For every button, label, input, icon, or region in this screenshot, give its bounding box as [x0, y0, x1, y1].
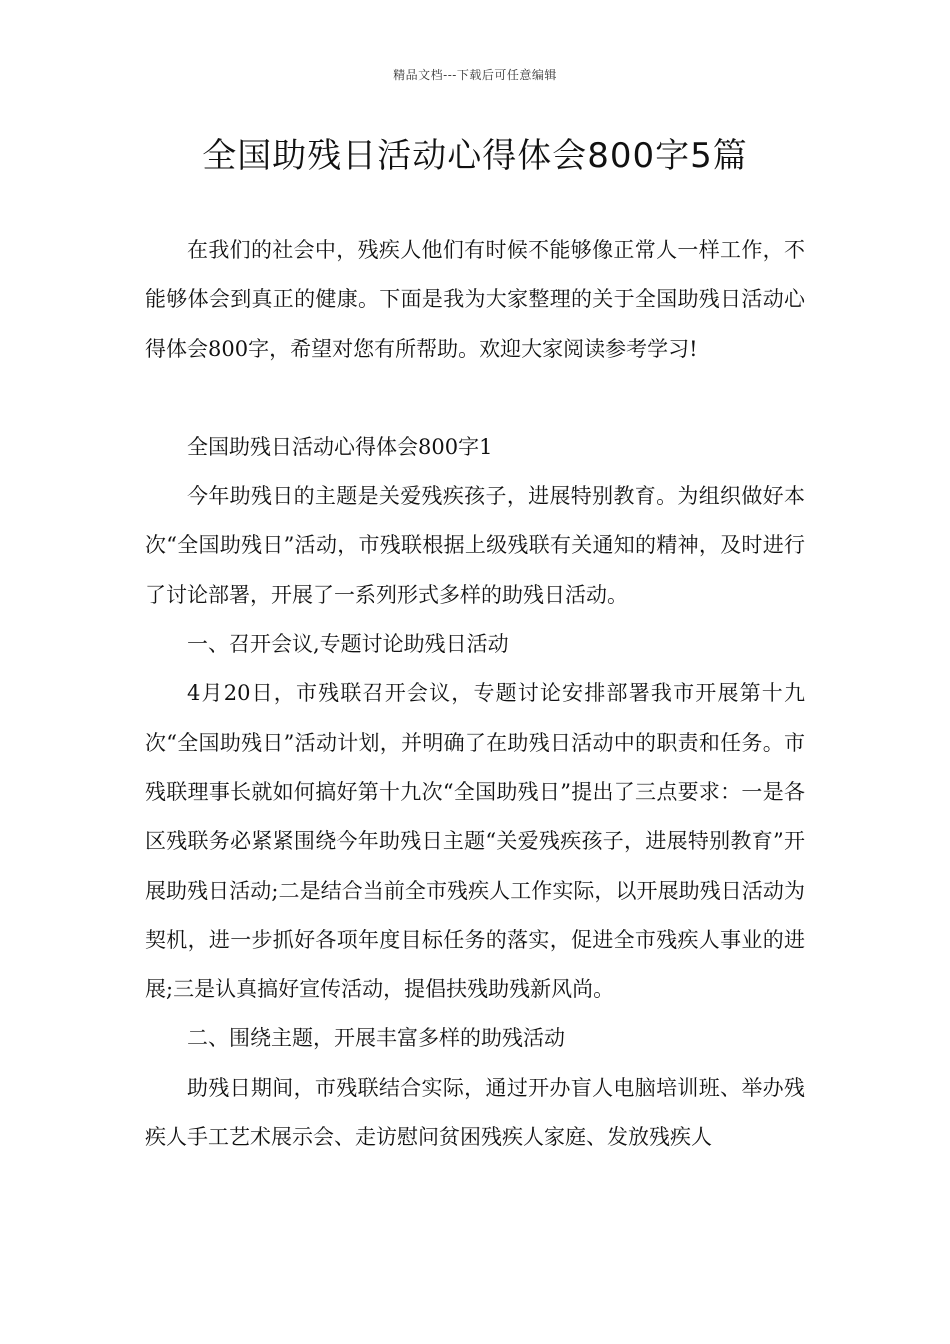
intro-paragraph: 在我们的社会中，残疾人他们有时候不能够像正常人一样工作，不能够体会到真正的健康。下面是我为大家整理的关于全国助残日活动心得体会800字，希望对您有所帮助。欢迎大家阅读参考学习!	[145, 238, 805, 361]
document-body	[145, 226, 805, 1162]
paragraph-gap	[145, 374, 805, 423]
subsection-heading: 一、召开会议,专题讨论助残日活动	[187, 632, 509, 657]
section-heading: 全国助残日活动心得体会800字1	[187, 434, 493, 459]
body-paragraph: 4月20日，市残联召开会议，专题讨论安排部署我市开展第十九次“全国助残日”活动计划，并明确了在助残日活动中的职责和任务。市残联理事长就如何搞好第十九次“全国助残日”提出了三点要求：一是各区残联务必紧紧围绕今年助残日主题“关爱残疾孩子，进展特别教育”开展助残日活动;二是结合当前全市残疾人工作实际，以开展助残日活动为契机，进一步抓好各项年度目标任务的落实，促进全市残疾人事业的进展;三是认真搞好宣传活动，提倡扶残助残新风尚。	[145, 681, 805, 1002]
subsection-heading: 二、围绕主题，开展丰富多样的助残活动	[187, 1026, 565, 1051]
body-paragraph: 今年助残日的主题是关爱残疾孩子，进展特别教育。为组织做好本次“全国助残日”活动，市残联根据上级残联有关通知的精神，及时进行了讨论部署，开展了一系列形式多样的助残日活动。	[145, 484, 805, 607]
document-title: 全国助残日活动心得体会800字5篇	[202, 136, 748, 176]
body-paragraph: 助残日期间，市残联结合实际，通过开办盲人电脑培训班、举办残疾人手工艺术展示会、走访慰问贫困残疾人家庭、发放残疾人	[145, 1075, 805, 1150]
header-note: 精品文档---下载后可任意编辑	[393, 68, 557, 82]
